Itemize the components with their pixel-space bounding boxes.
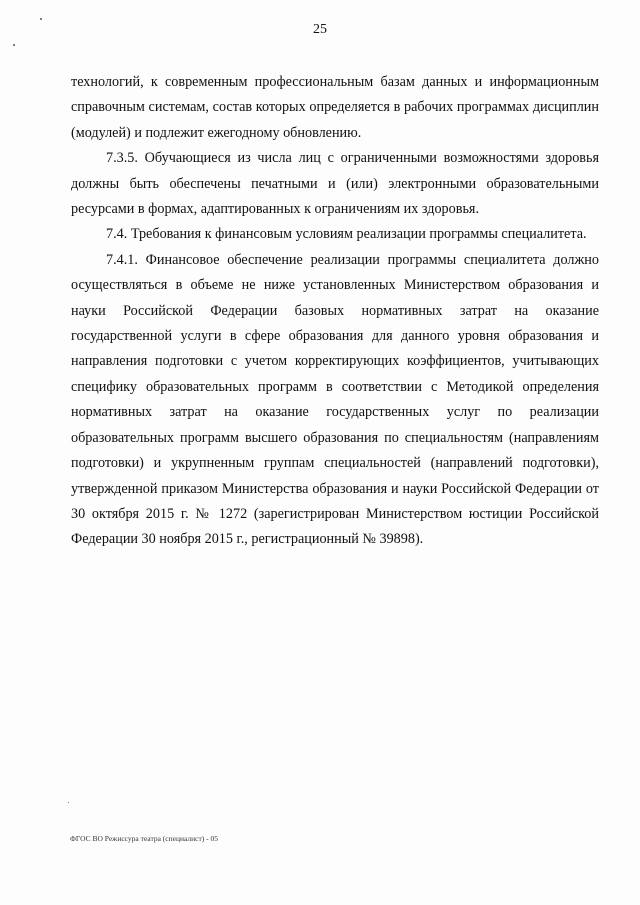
paragraph: 7.3.5. Обучающиеся из числа лиц с ограниченными возможностями здоровья должны быть обеспечены печатными и (или) электронными образовательными ресурсами в формах, адаптированных к ограничениям их здоровья. (71, 150, 599, 218)
body-text (71, 70, 599, 553)
paragraph: 7.4.1. Финансовое обеспечение реализации программы специалитета должно осуществляться в объеме не ниже установленных Министерством образования и науки Российской Федерации базовых нормативных затрат на оказание государственной услуги в сфере образования для данного уровня образования и направления подготовки с учетом корректирующих коэффициентов, учитывающих специфику образовательных программ в соответствии с Методикой определения нормативных затрат на оказание государственных услуг по реализации образовательных программ высшего образования по специальностям (направлениям подготовки) и укрупненным группам специальностей (направлений подготовки), утвержденной приказом Министерства образования и науки Российской Федерации от 30 октября 2015 г. № 1272 (зарегистрирован Министерством юстиции Российской Федерации 30 ноября 2015 г., регистрационный № 39898). (71, 251, 599, 548)
paragraph: технологий, к современным профессиональным базам данных и информационным справочным системам, состав которых определяется в рабочих программах дисциплин (модулей) и подлежит ежегодному обновлению. (71, 74, 599, 141)
scan-speck (13, 44, 15, 46)
page-number: 25 (313, 22, 327, 37)
paragraph: 7.4. Требования к финансовым условиям реализации программы специалитета. (106, 226, 587, 243)
scan-speck (68, 802, 69, 803)
page-footer: ФГОС ВО Режиссура театра (специалист) - 05 (70, 834, 218, 843)
